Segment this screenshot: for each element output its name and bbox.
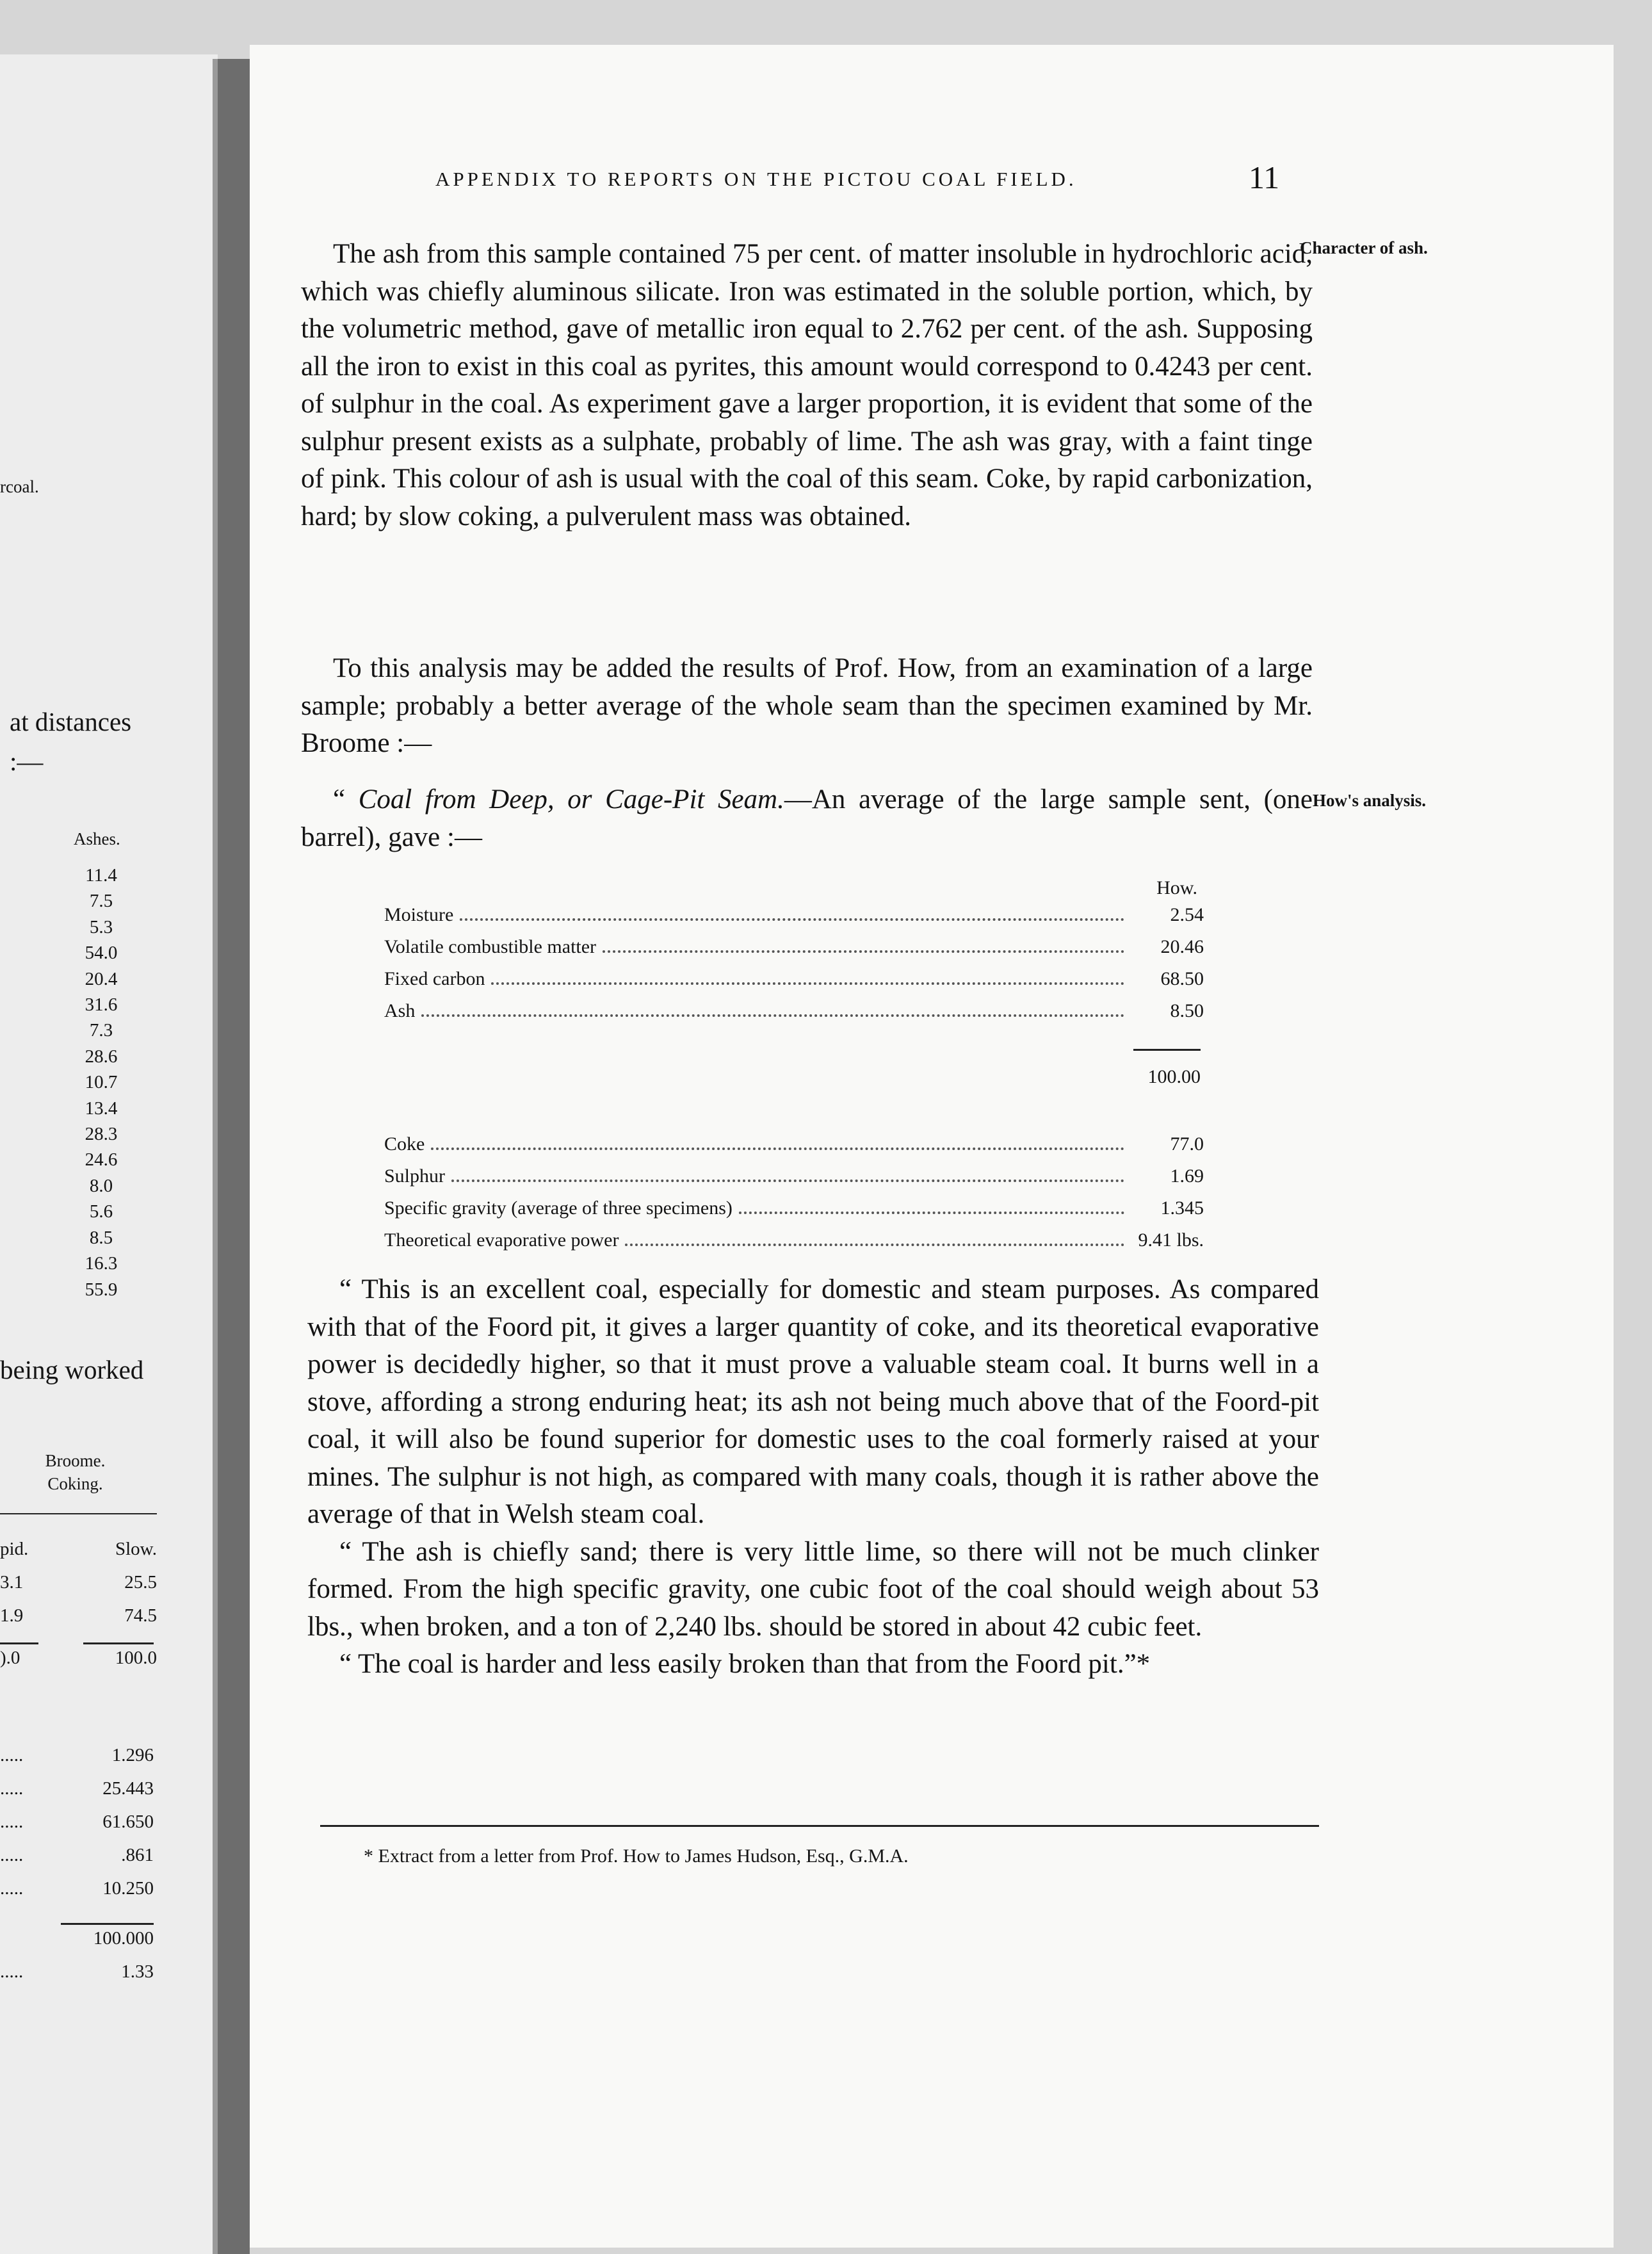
left-last-row — [0, 1955, 154, 1988]
main-page — [250, 45, 1614, 2248]
quote-intro-paragraph — [301, 781, 1313, 856]
left-slow-column — [77, 1532, 157, 1674]
footnote-rule — [320, 1825, 1319, 1827]
analysis-row — [384, 936, 1204, 967]
left-fragment-colon: :— — [10, 747, 44, 776]
previous-page-strip — [0, 54, 218, 2254]
analysis-value: 2.54 — [1170, 904, 1204, 925]
left-slow-value: 74.5 — [124, 1605, 157, 1626]
page-gutter — [218, 59, 250, 2254]
property-value: 77.0 — [1170, 1133, 1204, 1155]
left-ashes-value: 28.3 — [85, 1124, 118, 1145]
property-row — [384, 1197, 1204, 1228]
leader-dots — [421, 1014, 1124, 1017]
left-lower-values — [0, 1739, 154, 1988]
left-coking-label: Coking. — [47, 1474, 103, 1493]
property-value: 1.345 — [1160, 1197, 1204, 1219]
ash-sand-paragraph: “ The ash is chiefly sand; there is very little lime, so there will not be much clinker formed. From the high specific gravity, one cubic foot of the coal should weigh about 53 lbs., when broken, and a ton of 2,240 lbs. should be stored in about 42 cubic feet. — [307, 1536, 1319, 1642]
analysis-total: 100.00 — [1147, 1066, 1201, 1087]
left-lower-value: 10.250 — [102, 1878, 154, 1899]
left-leader-dots: ..... — [0, 1845, 24, 1865]
ash-paragraph: The ash from this sample contained 75 per cent. of matter insoluble in hydrochloric acid, which was chiefly aluminous silicate. Iron was estimated in the soluble portion, which, by the volumetric method, gave of metallic iron equal to 2.762 per cent. of the ash. Supposing all the iron to exist in this coal as pyrites, this amount would correspond to 0.4243 per cent. of sulphur in the coal. As experiment gave a larger proportion, it is evident that some of the sulphur present exists as a sulphate, probably of lime. The ash was gray, with a faint tinge of pink. This colour of ash is usual with the coal of this seam. Coke, by rapid carbonization, hard; by slow coking, a pulverulent mass was obtained. — [301, 239, 1313, 531]
leader-dots — [431, 1147, 1124, 1150]
margin-note-hows-analysis: How's analysis. — [1313, 791, 1427, 810]
left-rapid-value: 3.1 — [0, 1572, 24, 1593]
analysis-row — [384, 968, 1204, 999]
margin-note-character-of-ash: Character of ash. — [1300, 238, 1428, 257]
letter-quotation — [307, 1271, 1319, 1683]
left-leader-dots: ..... — [0, 1878, 24, 1899]
left-rapid-column — [0, 1532, 28, 1674]
running-head: APPENDIX TO REPORTS ON THE PICTOU COAL FIELD. — [435, 168, 1077, 190]
excellent-coal-paragraph: “ This is an excellent coal, especially for domestic and steam purposes. As compared with that of the Foord pit, it gives a larger quantity of coke, and its theoretical evaporative power is decidedly higher, so that it must prove a valuable steam coal. It burns well in a stove, affording a strong enduring heat; its ash not being much above that of the Foord-pit coal, it will also be found superior for domestic uses to the coal formerly raised at your mines. The sulphur is not high, as compared with many coals, though it is rather above the average of that in Welsh steam coal. — [307, 1274, 1319, 1529]
left-rapid-header: pid. — [0, 1539, 29, 1559]
left-broome-label: Broome. — [45, 1451, 106, 1470]
left-ashes-value: 5.6 — [89, 1201, 113, 1222]
property-label: Specific gravity (average of three specimens) — [384, 1197, 733, 1219]
left-fragment-being-worked: being worked — [0, 1355, 144, 1384]
analysis-row — [384, 904, 1204, 935]
left-lower-value: 25.443 — [102, 1778, 154, 1799]
analysis-label: Ash — [384, 1000, 416, 1021]
left-ashes-value: 8.5 — [89, 1227, 113, 1248]
page-number: 11 — [1249, 159, 1280, 195]
body-paragraph — [301, 650, 1313, 763]
left-brace-rule — [0, 1513, 157, 1514]
property-value: 9.41 lbs. — [1138, 1229, 1204, 1251]
property-row — [384, 1165, 1204, 1196]
left-ashes-value: 55.9 — [85, 1279, 118, 1300]
analysis-row — [384, 1000, 1204, 1031]
left-leader-dots: ..... — [0, 1745, 24, 1765]
left-ashes-value: 28.6 — [85, 1046, 118, 1067]
left-lower-row — [0, 1838, 154, 1872]
left-slow-header: Slow. — [115, 1539, 157, 1559]
left-lower-total-row — [0, 1922, 154, 1955]
body-paragraph — [301, 236, 1313, 535]
left-lower-total: 100.000 — [93, 1928, 154, 1949]
analysis-label: Moisture — [384, 904, 454, 925]
analysis-label: Fixed carbon — [384, 968, 485, 989]
property-row — [384, 1229, 1204, 1260]
left-ashes-value: 20.4 — [85, 968, 118, 989]
left-slow-value: 25.5 — [124, 1572, 157, 1593]
left-lower-row — [0, 1772, 154, 1805]
how-intro-paragraph: To this analysis may be added the results of Prof. How, from an examination of a large sample; probably a better average of the whole seam than the specimen examined by Mr. Broome :— — [301, 653, 1313, 758]
left-ashes-value: 7.5 — [89, 891, 113, 912]
left-rapid-value: 1.9 — [0, 1605, 24, 1626]
left-ashes-value: 10.7 — [85, 1072, 118, 1093]
left-last-value: 1.33 — [121, 1961, 154, 1982]
harder-coal-paragraph: “ The coal is harder and less easily broken than that from the Foord pit.”* — [339, 1649, 1151, 1679]
property-row — [384, 1133, 1204, 1164]
left-leader-dots: ..... — [0, 1778, 24, 1799]
left-lower-row — [0, 1805, 154, 1838]
quote-title: Coal from Deep, or Cage-Pit Seam. — [358, 784, 784, 815]
left-lower-value: 61.650 — [102, 1812, 154, 1832]
left-fragment-distances: at distances — [10, 707, 132, 736]
leader-dots — [603, 950, 1124, 953]
property-value: 1.69 — [1170, 1165, 1204, 1187]
left-ashes-value: 13.4 — [85, 1098, 118, 1119]
left-broome-header — [13, 1449, 138, 1495]
analysis-column-header: How. — [1156, 877, 1197, 898]
leader-dots — [739, 1212, 1124, 1214]
analysis-label: Volatile combustible matter — [384, 936, 597, 957]
left-lower-row — [0, 1739, 154, 1772]
left-ashes-value: 7.3 — [89, 1020, 113, 1041]
left-leader-dots: ..... — [0, 1961, 24, 1982]
left-ashes-value: 11.4 — [85, 865, 117, 886]
quote-rest: —An average of the large sample sent, (one barrel), gave :— — [301, 784, 1313, 852]
left-lower-value: 1.296 — [111, 1745, 154, 1765]
analysis-value: 68.50 — [1160, 968, 1204, 989]
left-rapid-sum-rule — [0, 1642, 38, 1644]
analysis-sum-rule — [1133, 1049, 1201, 1051]
left-fragment-charcoal: rcoal. — [0, 477, 39, 496]
left-rapid-total: ).0 — [0, 1648, 20, 1668]
left-lower-sum-rule — [61, 1923, 154, 1925]
left-ashes-value: 8.0 — [89, 1175, 113, 1196]
leader-dots — [491, 982, 1124, 985]
left-ashes-column — [76, 863, 127, 1302]
left-ashes-value: 24.6 — [85, 1149, 118, 1171]
property-label: Theoretical evaporative power — [384, 1229, 619, 1251]
left-slow-total: 100.0 — [115, 1648, 157, 1668]
quote-open-mark: “ — [333, 784, 359, 815]
leader-dots — [451, 1180, 1124, 1182]
left-ashes-value: 5.3 — [89, 916, 113, 937]
property-label: Coke — [384, 1133, 425, 1155]
left-slow-sum-rule — [83, 1642, 154, 1644]
analysis-value: 8.50 — [1170, 1000, 1204, 1021]
left-lower-row — [0, 1872, 154, 1905]
analysis-value: 20.46 — [1160, 936, 1204, 957]
footnote: * Extract from a letter from Prof. How to James Hudson, Esq., G.M.A. — [364, 1845, 909, 1867]
leader-dots — [625, 1244, 1124, 1246]
property-label: Sulphur — [384, 1165, 446, 1187]
left-ashes-header: Ashes. — [74, 829, 120, 848]
left-ashes-value: 16.3 — [85, 1253, 118, 1274]
left-lower-value: .861 — [121, 1845, 154, 1865]
left-leader-dots: ..... — [0, 1812, 24, 1832]
leader-dots — [460, 918, 1124, 921]
left-ashes-value: 54.0 — [85, 943, 118, 964]
left-ashes-value: 31.6 — [85, 994, 118, 1016]
